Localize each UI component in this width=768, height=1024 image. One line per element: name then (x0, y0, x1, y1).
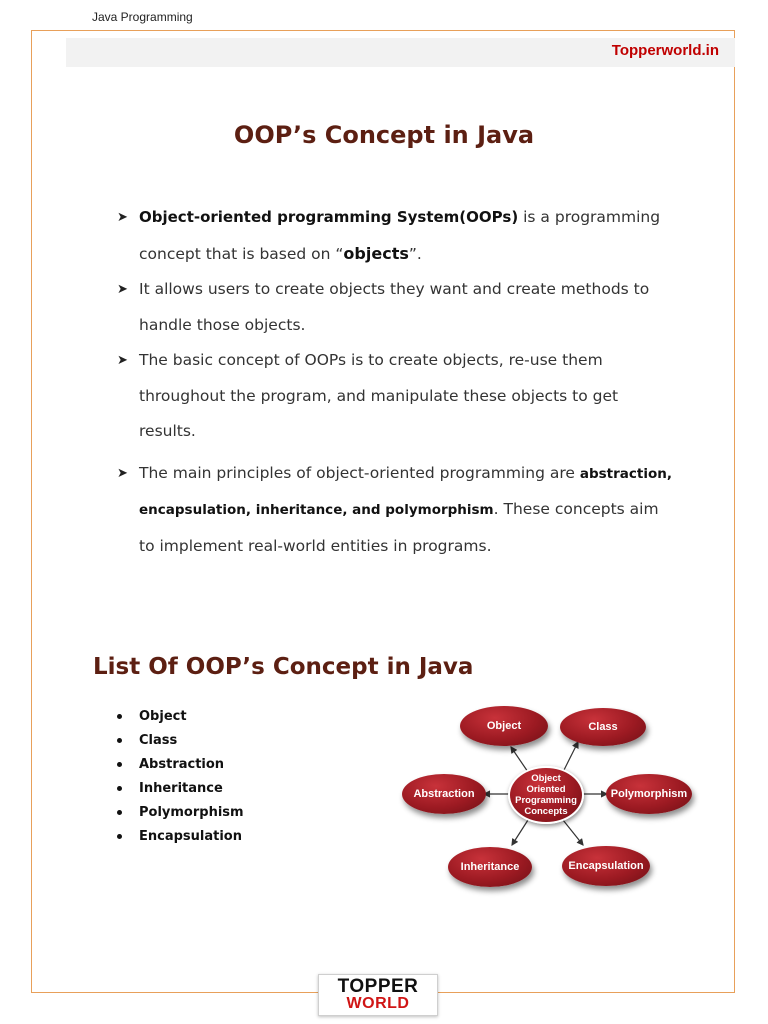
bullet-dot-icon (117, 810, 122, 815)
arrow-to-class (563, 742, 578, 772)
diagram-node-class: Class (560, 708, 646, 746)
arrow-bullet-icon: ➤ (117, 282, 128, 297)
list-item: Polymorphism (115, 803, 244, 827)
arrow-bullet-icon: ➤ (117, 465, 128, 481)
bullet-dot-icon (117, 786, 122, 791)
arrow-to-inheritance (512, 820, 528, 845)
arrow-bullet-icon: ➤ (117, 210, 128, 225)
bullet-dot-icon (117, 762, 122, 767)
bullet-dot-icon (117, 714, 122, 719)
list-item: Abstraction (115, 755, 244, 779)
diagram-node-encapsulation: Encapsulation (562, 846, 650, 886)
section-heading: List Of OOP’s Concept in Java (93, 654, 474, 680)
topperworld-logo: TOPPER WORLD (318, 974, 438, 1016)
bullet-dot-icon (117, 738, 122, 743)
diagram-node-inheritance: Inheritance (448, 847, 532, 887)
bullet-item: ➤ Object-oriented programming System(OOPs) is a programming concept that is based on “objects”. (117, 200, 677, 272)
intro-bullets (117, 200, 677, 564)
list-item: Object (115, 707, 244, 731)
site-banner (66, 38, 735, 67)
oop-concepts-diagram (398, 702, 698, 892)
diagram-node-abstraction: Abstraction (402, 774, 486, 814)
arrow-to-encapsulation (563, 820, 583, 845)
list-item: Class (115, 731, 244, 755)
bullet-dot-icon (117, 834, 122, 839)
document-header-label: Java Programming (92, 10, 193, 24)
bullet-item: ➤ It allows users to create objects they want and create methods to handle those objects. (117, 272, 677, 343)
concept-list (115, 707, 244, 851)
page-title: OOP’s Concept in Java (233, 121, 535, 149)
diagram-center-node: Object Oriented Programming Concepts (508, 766, 584, 824)
site-name[interactable]: Topperworld.in (611, 42, 719, 59)
list-item: Encapsulation (115, 827, 244, 851)
list-item: Inheritance (115, 779, 244, 803)
diagram-node-polymorphism: Polymorphism (606, 774, 692, 814)
bullet-item: ➤ The basic concept of OOPs is to create objects, re-use them throughout the program, and manipulate these objects to get results. (117, 343, 677, 450)
bullet-item: ➤ The main principles of object-oriented programming are abstraction, encapsulation, inheritance, and polymorphism. These concepts aim to implement real-world entities in programs. (117, 456, 677, 565)
diagram-node-object: Object (460, 706, 548, 746)
arrow-to-object (511, 747, 528, 772)
arrow-bullet-icon: ➤ (117, 353, 128, 368)
